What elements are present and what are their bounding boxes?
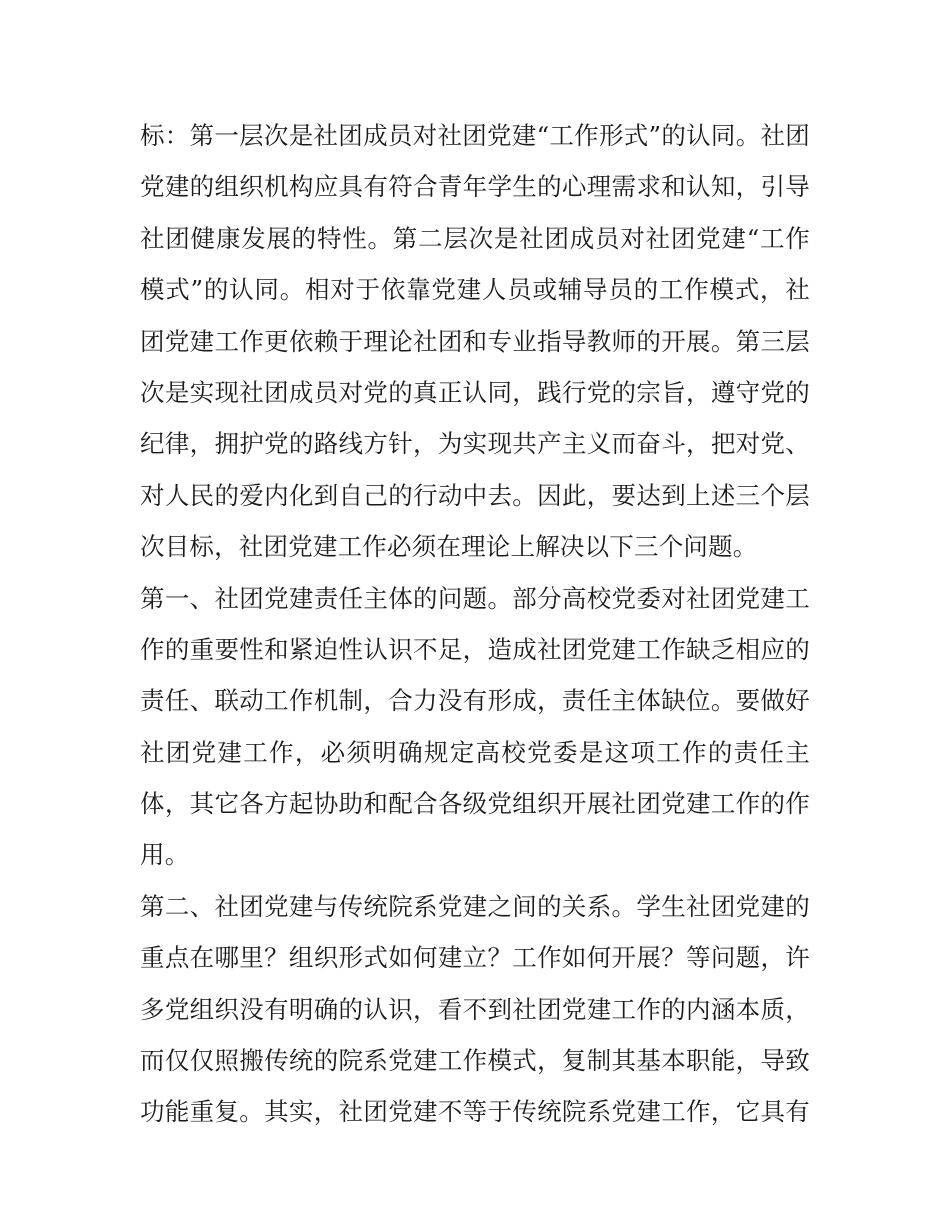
text-line-3: 社团健康发展的特性。第二层次是社团成员对社团党建“工作 (140, 223, 810, 253)
text-line-2: 党建的组织机构应具有符合青年学生的心理需求和认知，引导 (140, 172, 810, 202)
document-body (140, 110, 820, 1138)
text-line-17: 重点在哪里？组织形式如何建立？工作如何开展？等问题，许 (140, 943, 810, 973)
text-line-5: 团党建工作更依赖于理论社团和专业指导教师的开展。第三层 (140, 326, 810, 356)
text-line-8: 对人民的爱内化到自己的行动中去。因此，要达到上述三个层 (140, 480, 810, 510)
text-line-19: 而仅仅照搬传统的院系党建工作模式，复制其基本职能，导致 (140, 1046, 810, 1076)
text-line-18: 多党组织没有明确的认识，看不到社团党建工作的内涵本质， (140, 994, 810, 1024)
text-line-16: 第二、社团党建与传统院系党建之间的关系。学生社团党建的 (140, 891, 810, 921)
text-line-1: 标：第一层次是社团成员对社团党建“工作形式”的认同。社团 (140, 121, 810, 150)
text-line-20: 功能重复。其实，社团党建不等于传统院系党建工作，它具有 (140, 1097, 810, 1127)
text-line-13: 社团党建工作，必须明确规定高校党委是这项工作的责任主 (140, 737, 810, 767)
text-line-14: 体，其它各方起协助和配合各级党组织开展社团党建工作的作 (140, 789, 810, 819)
text-line-15: 用。 (140, 840, 190, 870)
text-line-4: 模式”的认同。相对于依靠党建人员或辅导员的工作模式，社 (140, 275, 810, 305)
text-line-7: 纪律，拥护党的路线方针，为实现共产主义而奋斗，把对党、 (140, 429, 810, 459)
text-line-12: 责任、联动工作机制，合力没有形成，责任主体缺位。要做好 (140, 686, 810, 716)
text-line-11: 作的重要性和紧迫性认识不足，造成社团党建工作缺乏相应的 (140, 634, 810, 664)
text-line-10: 第一、社团党建责任主体的问题。部分高校党委对社团党建工 (140, 583, 810, 613)
text-line-9: 次目标，社团党建工作必须在理论上解决以下三个问题。 (140, 532, 758, 562)
text-line-6: 次是实现社团成员对党的真正认同，践行党的宗旨，遵守党的 (140, 377, 810, 407)
